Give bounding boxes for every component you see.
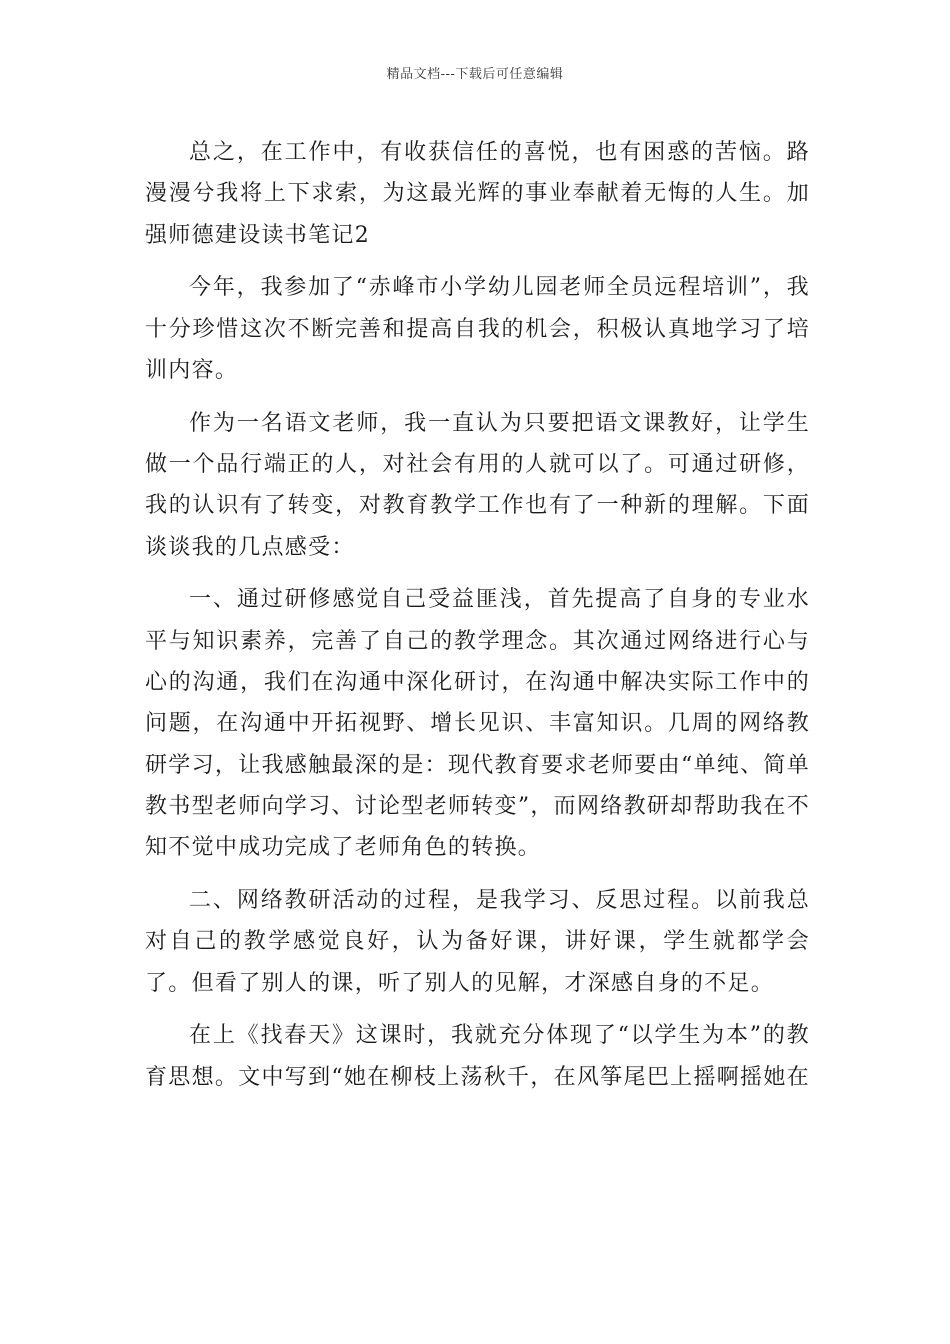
document-body	[145, 132, 810, 1098]
paragraph-6: 在上《找春天》这课时，我就充分体现了“以学生为本”的教育思想。文中写到“她在柳枝上荡秋千，在风筝尾巴上摇啊摇她在	[145, 1023, 810, 1090]
page-header: 精品文档---下载后可任意编辑	[386, 67, 564, 82]
paragraph-3: 作为一名语文老师，我一直认为只要把语文课教好，让学生做一个品行端正的人，对社会有用的人就可以了。可通过研修，我的认识有了转变，对教育教学工作也有了一种新的理解。下面谈谈我的几点感受：	[145, 410, 810, 560]
paragraph-5: 二、网络教研活动的过程，是我学习、反思过程。以前我总对自己的教学感觉良好，认为备好课，讲好课，学生就都学会了。但看了别人的课，听了别人的见解，才深感自身的不足。	[145, 888, 810, 996]
paragraph-1: 总之，在工作中，有收获信任的喜悦，也有困惑的苦恼。路漫漫兮我将上下求索，为这最光辉的事业奉献着无悔的人生。加强师德建设读书笔记2	[145, 140, 810, 248]
paragraph-4: 一、通过研修感觉自己受益匪浅，首先提高了自身的专业水平与知识素养，完善了自己的教学理念。其次通过网络进行心与心的沟通，我们在沟通中深化研讨，在沟通中解决实际工作中的问题，在沟通中开拓视野、增长见识、丰富知识。几周的网络教研学习，让我感触最深的是：现代教育要求老师要由“单纯、简单教书型老师向学习、讨论型老师转变”，而网络教研却帮助我在不知不觉中成功完成了老师角色的转换。	[145, 587, 810, 861]
paragraph-2: 今年，我参加了“赤峰市小学幼儿园老师全员远程培训”，我十分珍惜这次不断完善和提高自我的机会，积极认真地学习了培训内容。	[145, 275, 810, 383]
